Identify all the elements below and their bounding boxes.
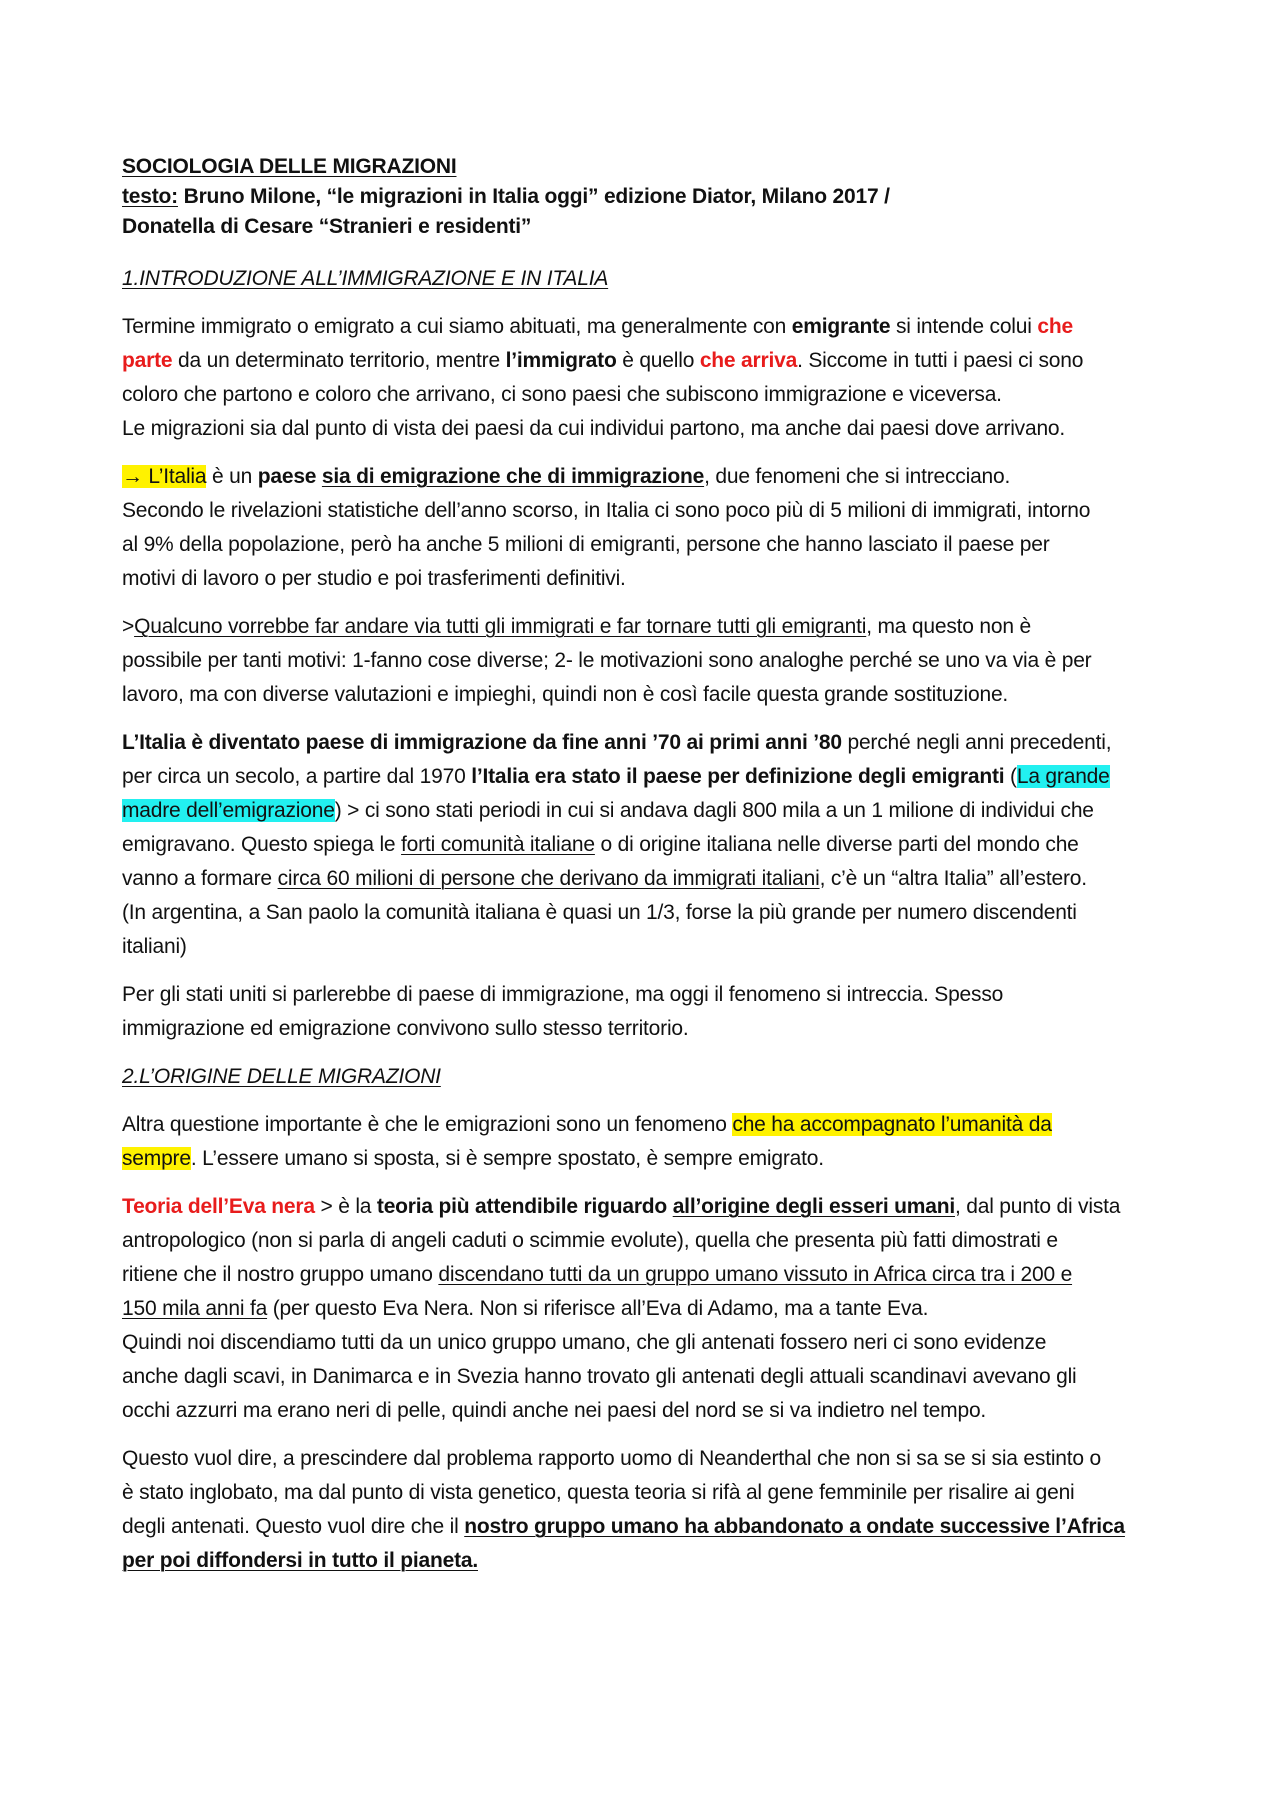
text-run: ritiene che il nostro gruppo umano [122,1263,439,1286]
text-run: (per questo Eva Nera. Non si riferisce all’Eva di Adamo, ma a tante Eva. [267,1297,929,1320]
bold-term: l’immigrato [505,349,617,372]
text-line [122,1258,1172,1292]
highlighted-term: La grande [1016,765,1110,788]
highlighted-term: sempre [122,1147,191,1170]
bold-underlined-term: all’origine degli esseri umani [672,1195,955,1218]
paragraph [122,1190,1172,1428]
text-run: > [122,615,135,638]
text-line: (In argentina, a San paolo la comunità italiana è quasi un 1/3, forse la più grande per numero discendenti [122,901,1077,924]
text-run: > è la [314,1195,377,1218]
text-line [122,794,1172,828]
text-line [122,310,1172,344]
red-term: che arriva [699,349,798,372]
text-run: degli antenati. Questo vuol dire che il [122,1515,465,1538]
text-run: perché negli anni precedenti, [841,731,1112,754]
text-line: Questo vuol dire, a prescindere dal problema rapporto uomo di Neanderthal che non si sa se si sia estinto o [122,1447,1102,1470]
text-line [122,1142,1172,1176]
text-line: occhi azzurri ma erano neri di pelle, quindi anche nei paesi del nord se si va indietro nel tempo. [122,1399,987,1422]
red-term: che [1037,315,1073,338]
section-heading-introduzione: 1.INTRODUZIONE ALL’IMMIGRAZIONE E IN ITALIA [122,267,609,290]
bold-term: paese [257,465,322,488]
bold-term: L’Italia è diventato paese di immigrazione da fine anni ’70 ai primi anni ’80 [122,731,842,754]
section-heading-origine: 2.L’ORIGINE DELLE MIGRAZIONI [122,1065,441,1088]
document-body [122,152,1172,1578]
paragraph [122,460,1172,596]
underlined-term: discendano tutti da un gruppo umano vissuto in Africa circa tra i 200 e [438,1263,1073,1286]
text-reference-secondary: Donatella di Cesare “Stranieri e residenti” [122,215,532,238]
red-term: Teoria dell’Eva nera [122,1195,315,1218]
text-run: . L’essere umano si sposta, si è sempre spostato, è sempre emigrato. [190,1147,824,1170]
highlighted-term: che ha accompagnato l’umanità da [732,1113,1052,1136]
text-line: possibile per tanti motivi: 1-fanno cose diverse; 2- le motivazioni sono analoghe perché se uno va via è per [122,649,1092,672]
text-line: lavoro, ma con diverse valutazioni e impieghi, quindi non è così facile questa grande sostituzione. [122,683,1009,706]
text-reference [122,182,1172,212]
text-run: o di origine italiana nelle diverse parti del mondo che [594,833,1079,856]
text-line [122,460,1172,494]
text-line [122,726,1172,760]
text-line: per poi diffondersi in tutto il pianeta. [122,1549,478,1572]
text-run: , c’è un “altra Italia” all’estero. [819,867,1087,890]
text-line [122,344,1172,378]
text-line [122,1190,1172,1224]
text-reference-main: Bruno Milone, “le migrazioni in Italia oggi” edizione Diator, Milano 2017 / [177,185,890,208]
text-run: per circa un secolo, a partire dal 1970 [122,765,472,788]
text-line [122,828,1172,862]
highlighted-term: → L’Italia [122,465,207,488]
text-run: . Siccome in tutti i paesi ci sono [797,349,1084,372]
text-line [122,760,1172,794]
text-line: al 9% della popolazione, però ha anche 5 milioni di emigranti, persone che hanno lasciato il paese per [122,533,1050,556]
text-run: , due fenomeni che si intrecciano. [704,465,1011,488]
text-run: Altra questione importante è che le emigrazioni sono un fenomeno [122,1113,733,1136]
underlined-term: forti comunità italiane [401,833,595,856]
text-line: antropologico (non si parla di angeli caduti o scimmie evolute), quella che presenta più fatti dimostrati e [122,1229,1058,1252]
text-line: è stato inglobato, ma dal punto di vista genetico, questa teoria si rifà al gene femminile per risalire ai geni [122,1481,1075,1504]
text-run: si intende colui [890,315,1038,338]
paragraph [122,1108,1172,1176]
bold-underlined-term: sia di emigrazione che di immigrazione [321,465,705,488]
text-run: , ma questo non è [866,615,1031,638]
text-run: ( [1004,765,1017,788]
text-run: emigravano. Questo spiega le [122,833,402,856]
text-line [122,1510,1172,1544]
red-term: parte [122,349,173,372]
paragraph [122,310,1172,446]
bold-term: emigrante [791,315,891,338]
text-run: da un determinato territorio, mentre [172,349,506,372]
highlighted-term: madre dell’emigrazione [122,799,335,822]
text-line [122,862,1172,896]
text-run: è un [206,465,258,488]
paragraph [122,978,1172,1046]
text-run: , dal punto di vista [954,1195,1121,1218]
underlined-term: 150 mila anni fa [122,1297,268,1320]
bold-term: teoria più attendibile riguardo [376,1195,673,1218]
text-line: anche dagli scavi, in Danimarca e in Svezia hanno trovato gli antenati degli attuali scandinavi avevano gli [122,1365,1077,1388]
text-label: testo: [122,185,178,208]
underlined-term: circa 60 milioni di persone che derivano da immigrati italiani [277,867,820,890]
paragraph [122,1442,1172,1578]
text-run: Termine immigrato o emigrato a cui siamo abituati, ma generalmente con [122,315,792,338]
text-line: immigrazione ed emigrazione convivono sullo stesso territorio. [122,1017,689,1040]
underlined-term: Qualcuno vorrebbe far andare via tutti gli immigrati e far tornare tutti gli emigranti [134,615,867,638]
text-line [122,1108,1172,1142]
text-line: italiani) [122,935,187,958]
text-run: vanno a formare [122,867,278,890]
text-line [122,610,1172,644]
text-line: Per gli stati uniti si parlerebbe di paese di immigrazione, ma oggi il fenomeno si intreccia. Spesso [122,983,1004,1006]
text-run: è quello [616,349,700,372]
text-line [122,1292,1172,1326]
paragraph [122,726,1172,964]
bold-underlined-term: nostro gruppo umano ha abbandonato a ondate successive l’Africa [464,1515,1125,1538]
document-title: SOCIOLOGIA DELLE MIGRAZIONI [122,155,457,178]
text-line: Le migrazioni sia dal punto di vista dei paesi da cui individui partono, ma anche dai paesi dove arrivano. [122,417,1066,440]
text-line: Quindi noi discendiamo tutti da un unico gruppo umano, che gli antenati fossero neri ci sono evidenze [122,1331,1047,1354]
text-line: coloro che partono e coloro che arrivano, ci sono paesi che subiscono immigrazione e viceversa. [122,383,1002,406]
bold-term: l’Italia era stato il paese per definizione degli emigranti [471,765,1005,788]
text-line: motivi di lavoro o per studio e poi trasferimenti definitivi. [122,567,626,590]
paragraph [122,610,1172,712]
text-run: ) > ci sono stati periodi in cui si andava dagli 800 mila a un 1 milione di individui che [334,799,1094,822]
text-line: Secondo le rivelazioni statistiche dell’anno scorso, in Italia ci sono poco più di 5 milioni di immigrati, intorno [122,499,1091,522]
